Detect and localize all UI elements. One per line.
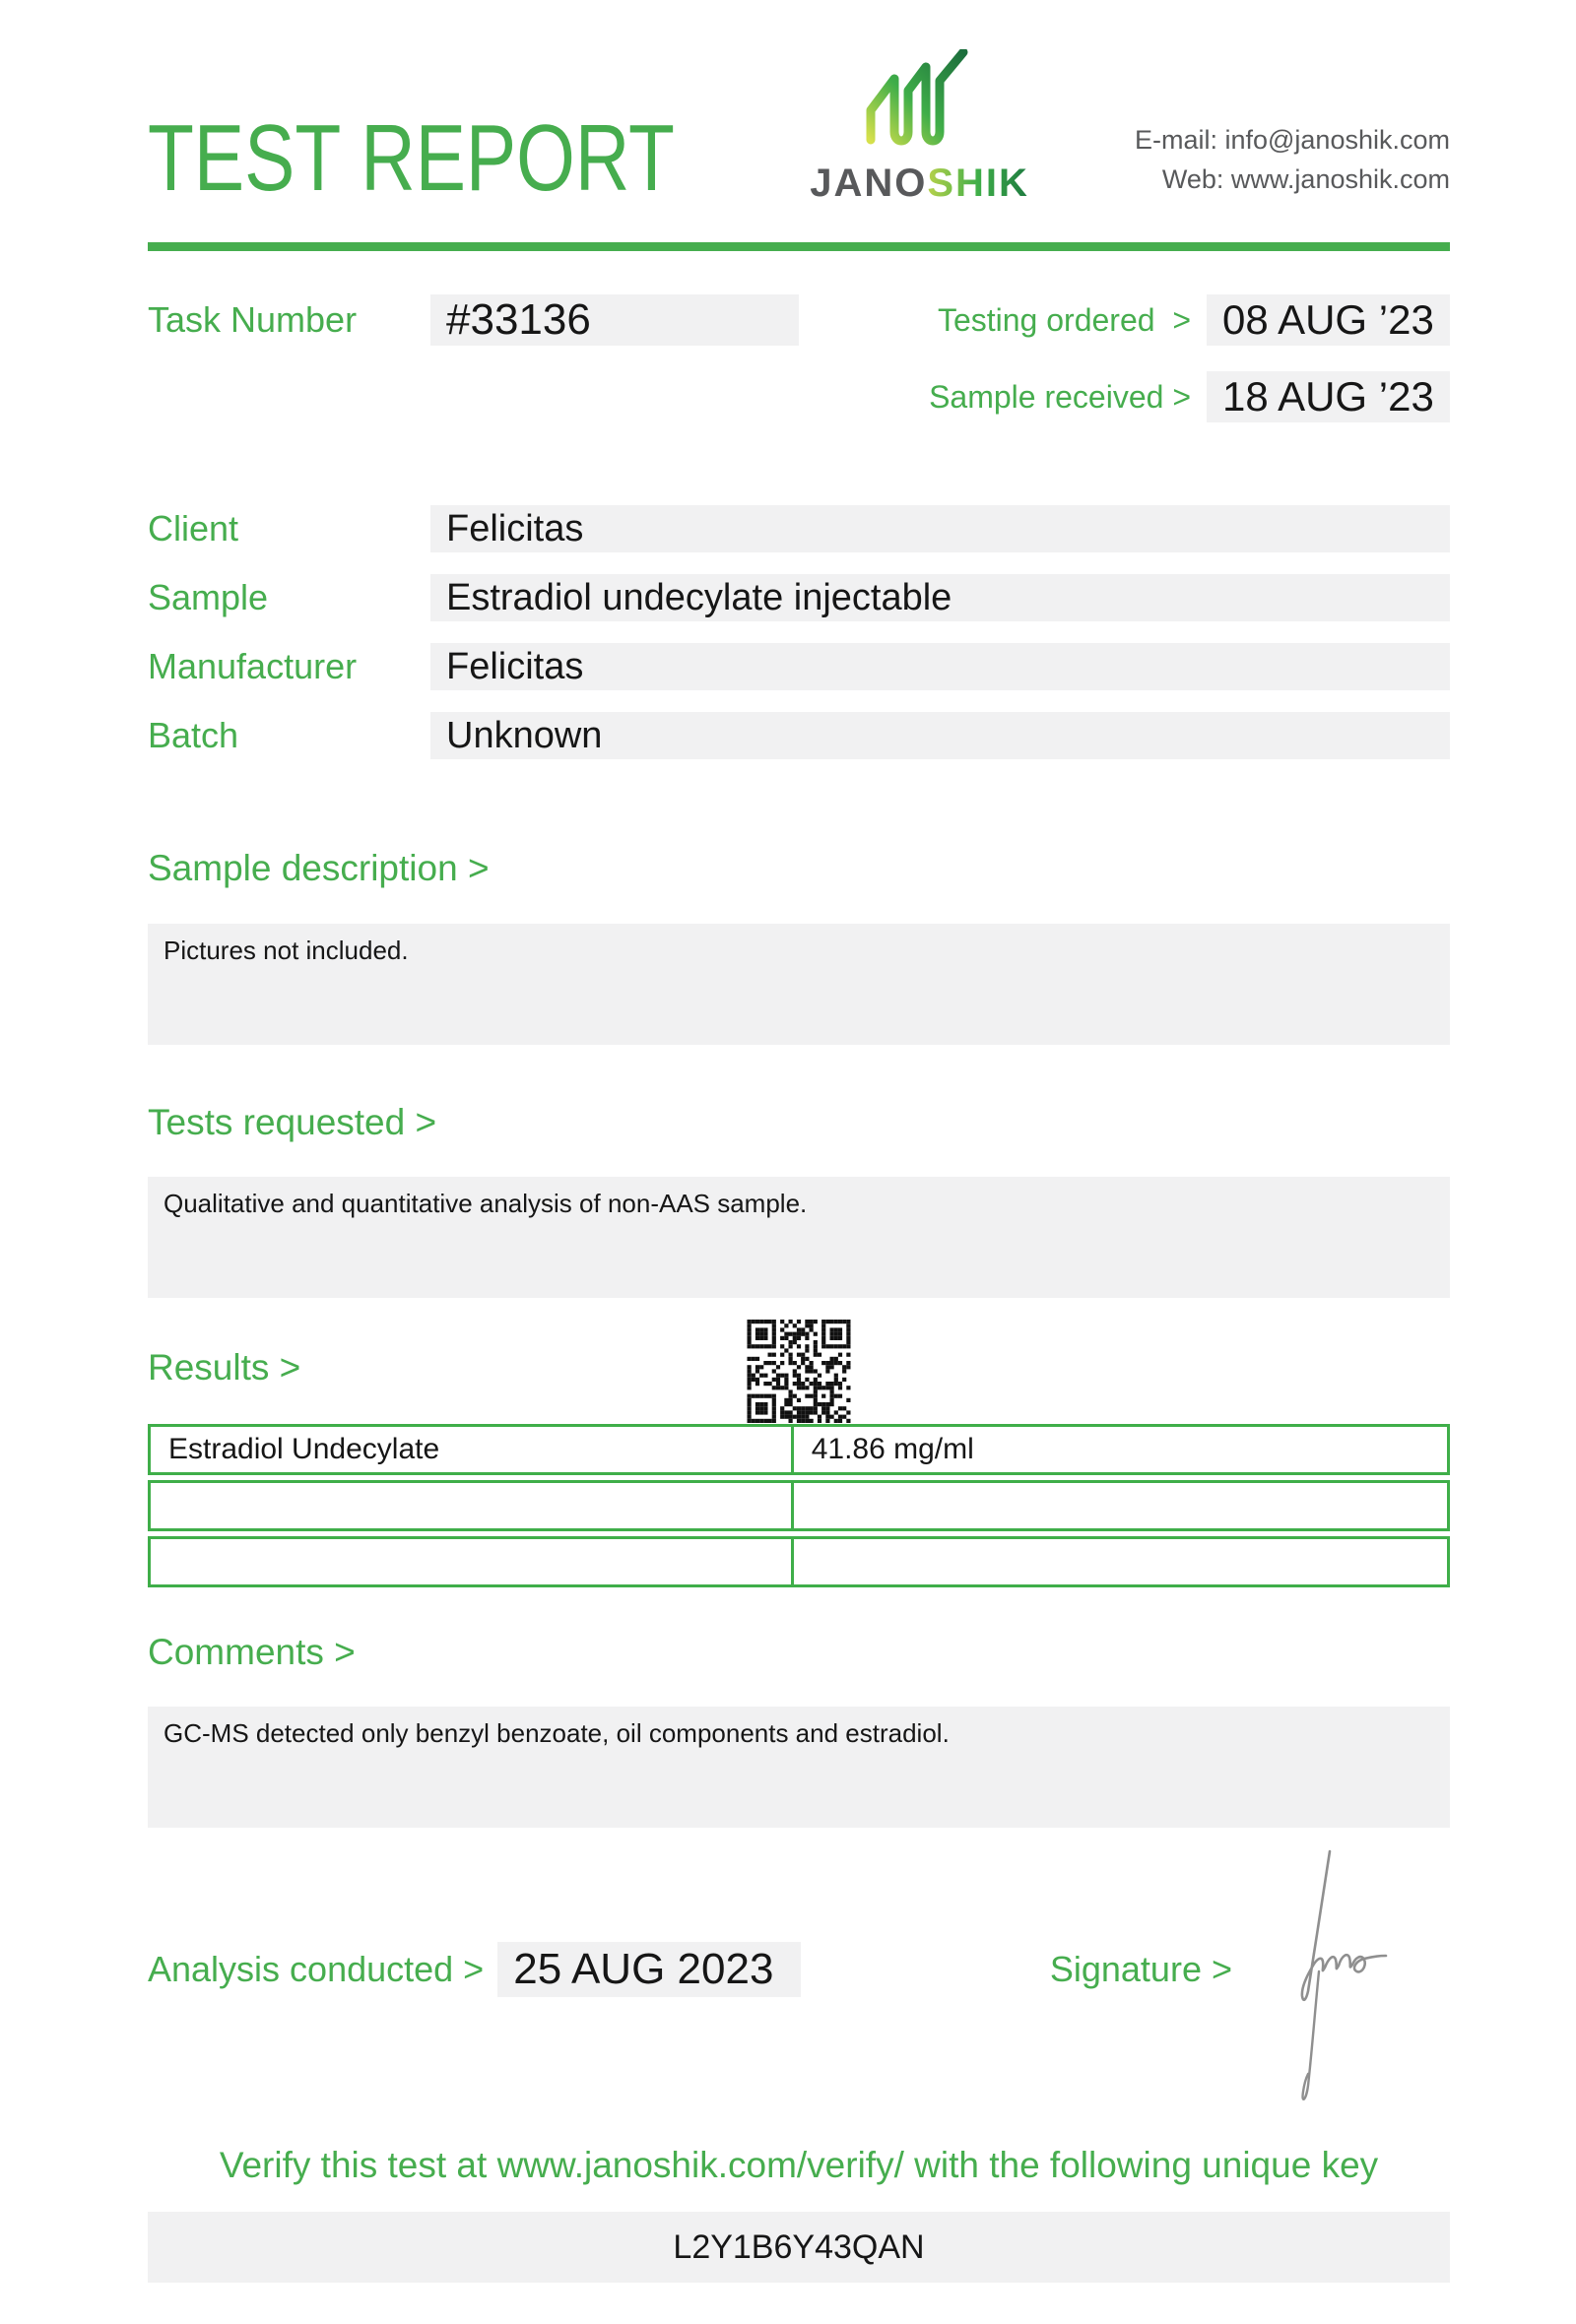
result-substance: [148, 1480, 794, 1531]
field-client: [148, 505, 1450, 552]
task-number-value: #33136: [430, 294, 799, 346]
sample-received-label: Sample received >: [929, 378, 1191, 415]
field-sample: [148, 574, 1450, 621]
signature-area: [1268, 1942, 1450, 1997]
sample-label: Sample: [148, 577, 269, 617]
result-concentration: [794, 1536, 1450, 1587]
logo-wordmark: [810, 163, 1029, 203]
section-results: [148, 1347, 1450, 1592]
page-title: TEST REPORT: [148, 104, 675, 211]
testing-ordered-row: [929, 294, 1450, 346]
sample-received-value: 18 AUG ’23: [1207, 371, 1450, 422]
field-batch: [148, 712, 1450, 759]
logo-shik: SHIK: [927, 161, 1029, 205]
sample-received-row: [929, 371, 1450, 422]
field-manufacturer: [148, 643, 1450, 690]
section-comments: [148, 1632, 1450, 1829]
contact-block: [1033, 120, 1450, 203]
logo-jano: JANO: [810, 161, 928, 205]
manufacturer-value: Felicitas: [430, 643, 1450, 690]
comments-heading: Comments >: [148, 1631, 356, 1672]
tests-requested-heading: Tests requested >: [148, 1101, 437, 1142]
dates-block: [929, 294, 1450, 422]
results-table-wrap: [148, 1419, 1450, 1592]
table-row: [148, 1480, 1450, 1531]
batch-value: Unknown: [430, 712, 1450, 759]
analysis-conducted-value: 25 AUG 2023: [497, 1942, 801, 1997]
report-header: [148, 49, 1450, 211]
result-concentration: 41.86 mg/ml: [794, 1424, 1450, 1475]
testing-ordered-value: 08 AUG ’23: [1207, 294, 1450, 346]
result-substance: [148, 1536, 794, 1587]
results-heading: Results >: [148, 1347, 301, 1388]
section-tests-requested: [148, 1102, 1450, 1299]
task-number-field: [148, 294, 799, 346]
section-sample-description: [148, 848, 1450, 1045]
sample-info-fields: [148, 505, 1450, 759]
task-number-label: Task Number: [148, 299, 358, 340]
result-concentration: [794, 1480, 1450, 1531]
analysis-conducted-label: Analysis conducted >: [148, 1949, 485, 1990]
signature-label: Signature >: [1049, 1949, 1232, 1990]
task-dates-row: [148, 294, 1450, 422]
sample-description-heading: Sample description >: [148, 848, 490, 888]
qr-code-icon: [748, 1320, 851, 1423]
result-substance: Estradiol Undecylate: [148, 1424, 794, 1475]
tests-requested-text: Qualitative and quantitative analysis of non-AAS sample.: [148, 1177, 1450, 1298]
header-divider: [148, 242, 1450, 251]
janoshik-chart-logo-icon: [861, 49, 979, 160]
contact-email: E-mail: info@janoshik.com: [1134, 125, 1450, 155]
manufacturer-label: Manufacturer: [148, 646, 358, 686]
testing-ordered-label: Testing ordered >: [937, 301, 1191, 338]
contact-web: Web: www.janoshik.com: [1161, 164, 1450, 194]
janoshik-logo: [807, 49, 1033, 203]
verify-instruction: Verify this test at www.janoshik.com/verify/ with the following unique key: [219, 2145, 1379, 2186]
client-value: Felicitas: [430, 505, 1450, 552]
sample-value: Estradiol undecylate injectable: [430, 574, 1450, 621]
results-table: [148, 1419, 1450, 1592]
analysis-signature-row: [148, 1942, 1450, 1997]
table-row: [148, 1424, 1450, 1475]
table-row: [148, 1536, 1450, 1587]
signature-scribble-icon: [1268, 1832, 1465, 2127]
client-label: Client: [148, 508, 239, 549]
unique-key-value: L2Y1B6Y43QAN: [673, 2227, 925, 2266]
sample-description-text: Pictures not included.: [148, 924, 1450, 1045]
unique-key-box: [148, 2212, 1450, 2283]
comments-text: GC-MS detected only benzyl benzoate, oil components and estradiol.: [148, 1707, 1450, 1828]
batch-label: Batch: [148, 715, 239, 755]
